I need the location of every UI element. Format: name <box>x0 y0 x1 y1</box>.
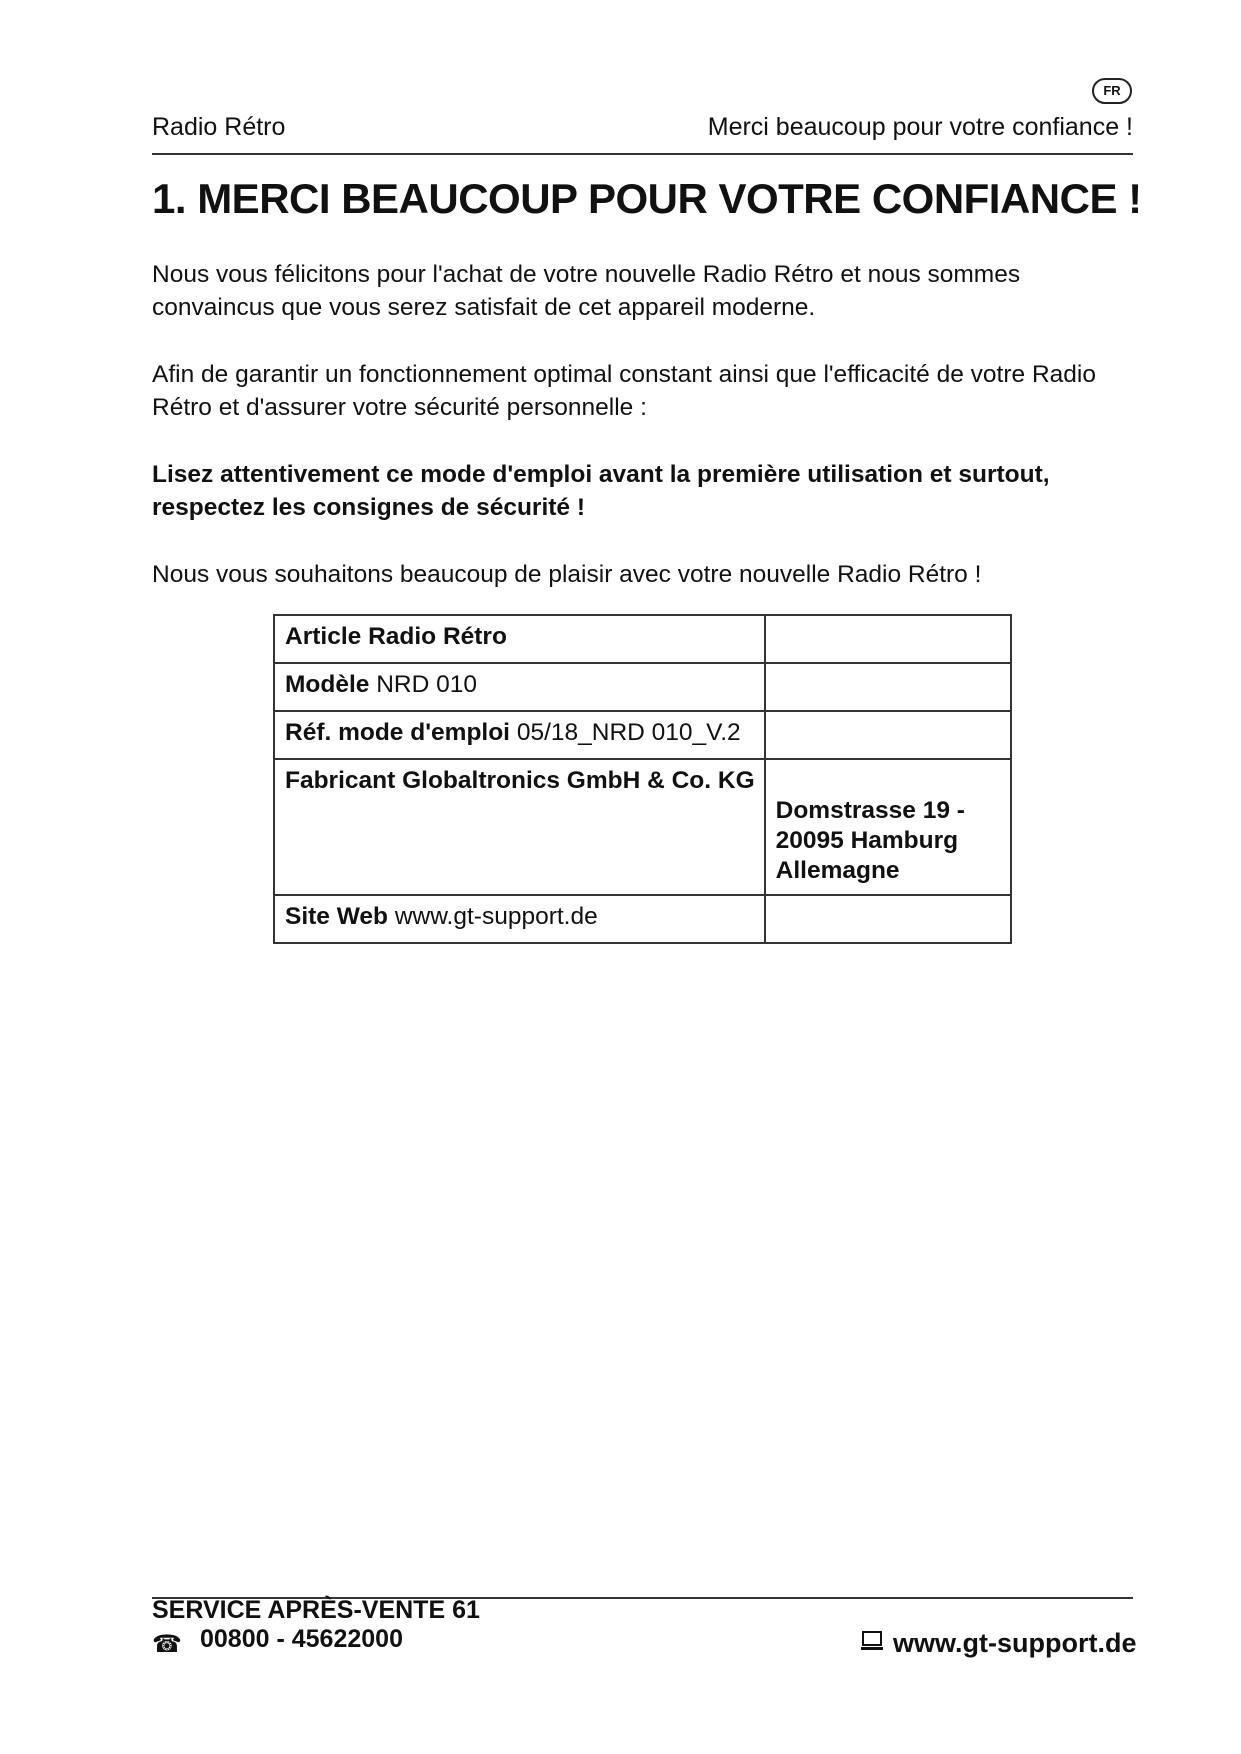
table-row-manufacturer <box>274 759 1011 895</box>
page-title: 1. MERCI BEAUCOUP POUR VOTRE CONFIANCE ! <box>152 175 1142 222</box>
manual-ref-value: 05/18_NRD 010_V.2 <box>516 719 741 746</box>
model-label: Modèle <box>285 671 370 698</box>
manufacturer-country: Allemagne <box>775 857 900 884</box>
safety-intro-paragraph: Afin de garantir un fonctionnement optimal constant ainsi que l'efficacité de votre Radio Rétro et d'assurer votre sécurité personnelle : <box>152 361 1096 421</box>
footer-service-page: SERVICE APRÈS-VENTE 61 <box>152 1596 480 1624</box>
website-label: Site Web <box>285 903 389 930</box>
table-row-model <box>274 663 1011 711</box>
telephone-icon: ☎ <box>152 1631 182 1658</box>
table-row-article <box>274 615 1011 663</box>
manufacturer-label: Fabricant <box>285 767 396 794</box>
language-badge: FR <box>1092 78 1132 104</box>
closing-paragraph: Nous vous souhaitons beaucoup de plaisir avec votre nouvelle Radio Rétro ! <box>152 561 982 588</box>
header-divider <box>152 153 1133 155</box>
manufacturer-address: Domstrasse 19 - 20095 Hamburg <box>775 797 965 854</box>
model-value: NRD 010 <box>376 671 477 698</box>
article-label: Article <box>285 623 362 650</box>
table-row-manual-ref <box>274 711 1011 759</box>
read-manual-warning: Lisez attentivement ce mode d'emploi avant la première utilisation et surtout, respectez les consignes de sécurité ! <box>152 461 1050 521</box>
article-value: Radio Rétro <box>368 623 507 650</box>
manufacturer-name: Globaltronics GmbH & Co. KG <box>402 767 755 794</box>
header-left-title: Radio Rétro <box>152 113 286 141</box>
footer-website-link[interactable]: www.gt-support.de <box>893 1628 1137 1658</box>
website-value: www.gt-support.de <box>394 903 598 930</box>
footer-phone-number: 00800 - 45622000 <box>200 1625 403 1653</box>
header-right-title: Merci beaucoup pour votre confiance ! <box>707 113 1133 141</box>
manual-ref-label: Réf. mode d'emploi <box>285 719 510 746</box>
table-row-website <box>274 895 1011 943</box>
intro-paragraph: Nous vous félicitons pour l'achat de votre nouvelle Radio Rétro et nous sommes convaincus que vous serez satisfait de cet appareil moderne. <box>152 261 1021 321</box>
product-info-table <box>273 614 1012 944</box>
computer-icon <box>860 1630 884 1659</box>
